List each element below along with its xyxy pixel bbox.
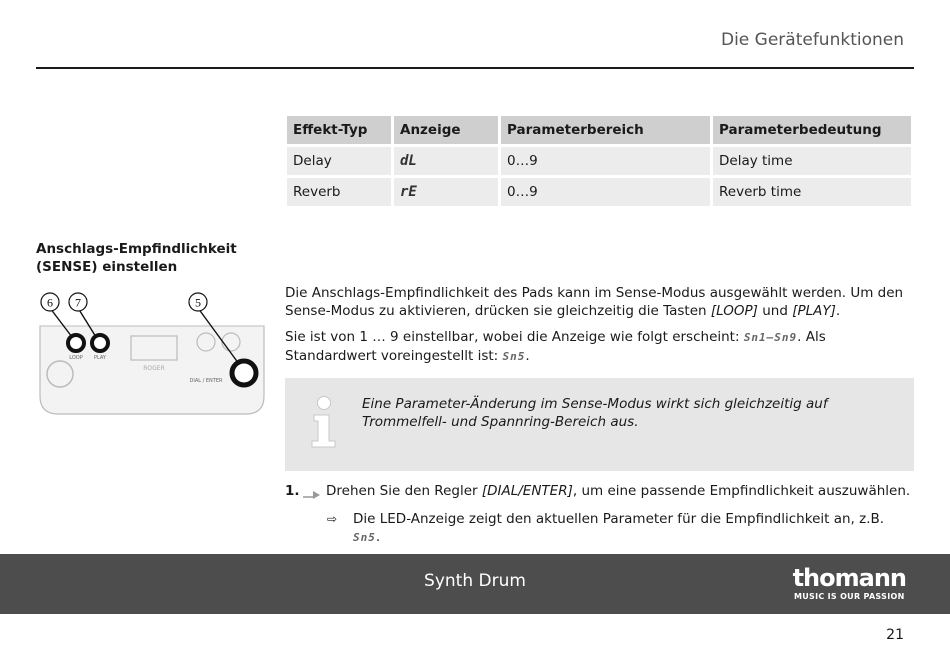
cell-type: Reverb — [287, 178, 391, 206]
callout-5: 5 — [195, 295, 201, 310]
label-roger: ROGER — [143, 365, 165, 372]
cell-meaning: Delay time — [713, 147, 911, 175]
section-heading-line2: (SENSE) einstellen — [36, 259, 178, 275]
logo-tagline: MUSIC IS OUR PASSION — [794, 592, 905, 601]
page-number: 21 — [886, 627, 904, 643]
result-lcd: Sn5 — [353, 531, 376, 544]
key-dial-enter: [DIAL/ENTER] — [481, 483, 573, 499]
result-end: . — [375, 529, 381, 545]
key-loop: [LOOP] — [710, 303, 758, 319]
section-heading-line1: Anschlags-Empfindlichkeit — [36, 241, 237, 257]
step-text-a: Drehen Sie den Regler — [326, 483, 482, 499]
col-header-meaning: Parameterbedeutung — [713, 116, 911, 144]
p1-and: und — [757, 303, 793, 319]
lcd-range: Sn1–Sn9 — [743, 331, 798, 344]
body-text — [285, 284, 915, 374]
col-header-range: Parameterbereich — [501, 116, 710, 144]
paragraph-2 — [285, 328, 915, 366]
note-box — [285, 378, 914, 471]
cell-type: Delay — [287, 147, 391, 175]
label-play: PLAY — [93, 355, 107, 361]
note-text: Eine Parameter-Änderung im Sense-Modus wirkt sich gleichzeitig auf Trommelfell- und Spannring-Bereich aus. — [362, 396, 828, 430]
table-header-row — [287, 116, 911, 144]
section-heading — [36, 240, 266, 276]
result-arrow-icon: ⇨ — [327, 512, 338, 526]
callout-6: 6 — [47, 295, 53, 310]
footer — [0, 554, 950, 614]
p1-end: . — [835, 303, 841, 319]
device-diagram — [36, 286, 268, 442]
col-header-type: Effekt-Typ — [287, 116, 391, 144]
lcd-default: Sn5 — [502, 350, 526, 363]
key-play: [PLAY] — [792, 303, 836, 319]
logo-word: thomann — [792, 564, 906, 592]
step-arrow-icon — [303, 487, 321, 499]
cell-display: rE — [394, 178, 498, 206]
info-icon — [309, 396, 339, 448]
p2-end: . — [525, 348, 530, 364]
label-loop: LOOP — [69, 355, 83, 361]
table-row — [287, 147, 911, 175]
cell-display: dL — [394, 147, 498, 175]
header-title: Die Gerätefunktionen — [720, 30, 904, 50]
result-text-body: Die LED-Anzeige zeigt den aktuellen Parameter für die Empfindlichkeit an, z.B. — [353, 511, 885, 527]
p1-text: Die Anschlags-Empfindlichkeit des Pads kann im Sense-Modus ausgewählt werden. Um den Sense-Modus zu aktivieren, drücken sie gleichzeitig die Tasten — [285, 285, 904, 319]
step-text — [326, 482, 916, 500]
p2-text-a: Sie ist von 1 … 9 einstellbar, wobei die Anzeige wie folgt erscheint: — [285, 329, 744, 345]
footer-title: Synth Drum — [424, 571, 526, 591]
label-dial-enter: DIAL / ENTER — [189, 378, 223, 384]
header-rule — [36, 67, 914, 69]
thomann-logo — [793, 566, 906, 601]
cell-range: 0…9 — [501, 178, 710, 206]
step-text-b: , um eine passende Empfindlichkeit auszuwählen. — [572, 483, 911, 499]
p2-text-b: . Als Standardwert voreingestellt ist: — [285, 329, 826, 364]
result-text — [353, 510, 913, 547]
callout-7: 7 — [75, 295, 81, 310]
effect-table — [284, 113, 914, 209]
paragraph-1 — [285, 284, 915, 320]
cell-meaning: Reverb time — [713, 178, 911, 206]
cell-range: 0…9 — [501, 147, 710, 175]
table-row — [287, 178, 911, 206]
col-header-display: Anzeige — [394, 116, 498, 144]
step-number: 1. — [285, 483, 300, 499]
